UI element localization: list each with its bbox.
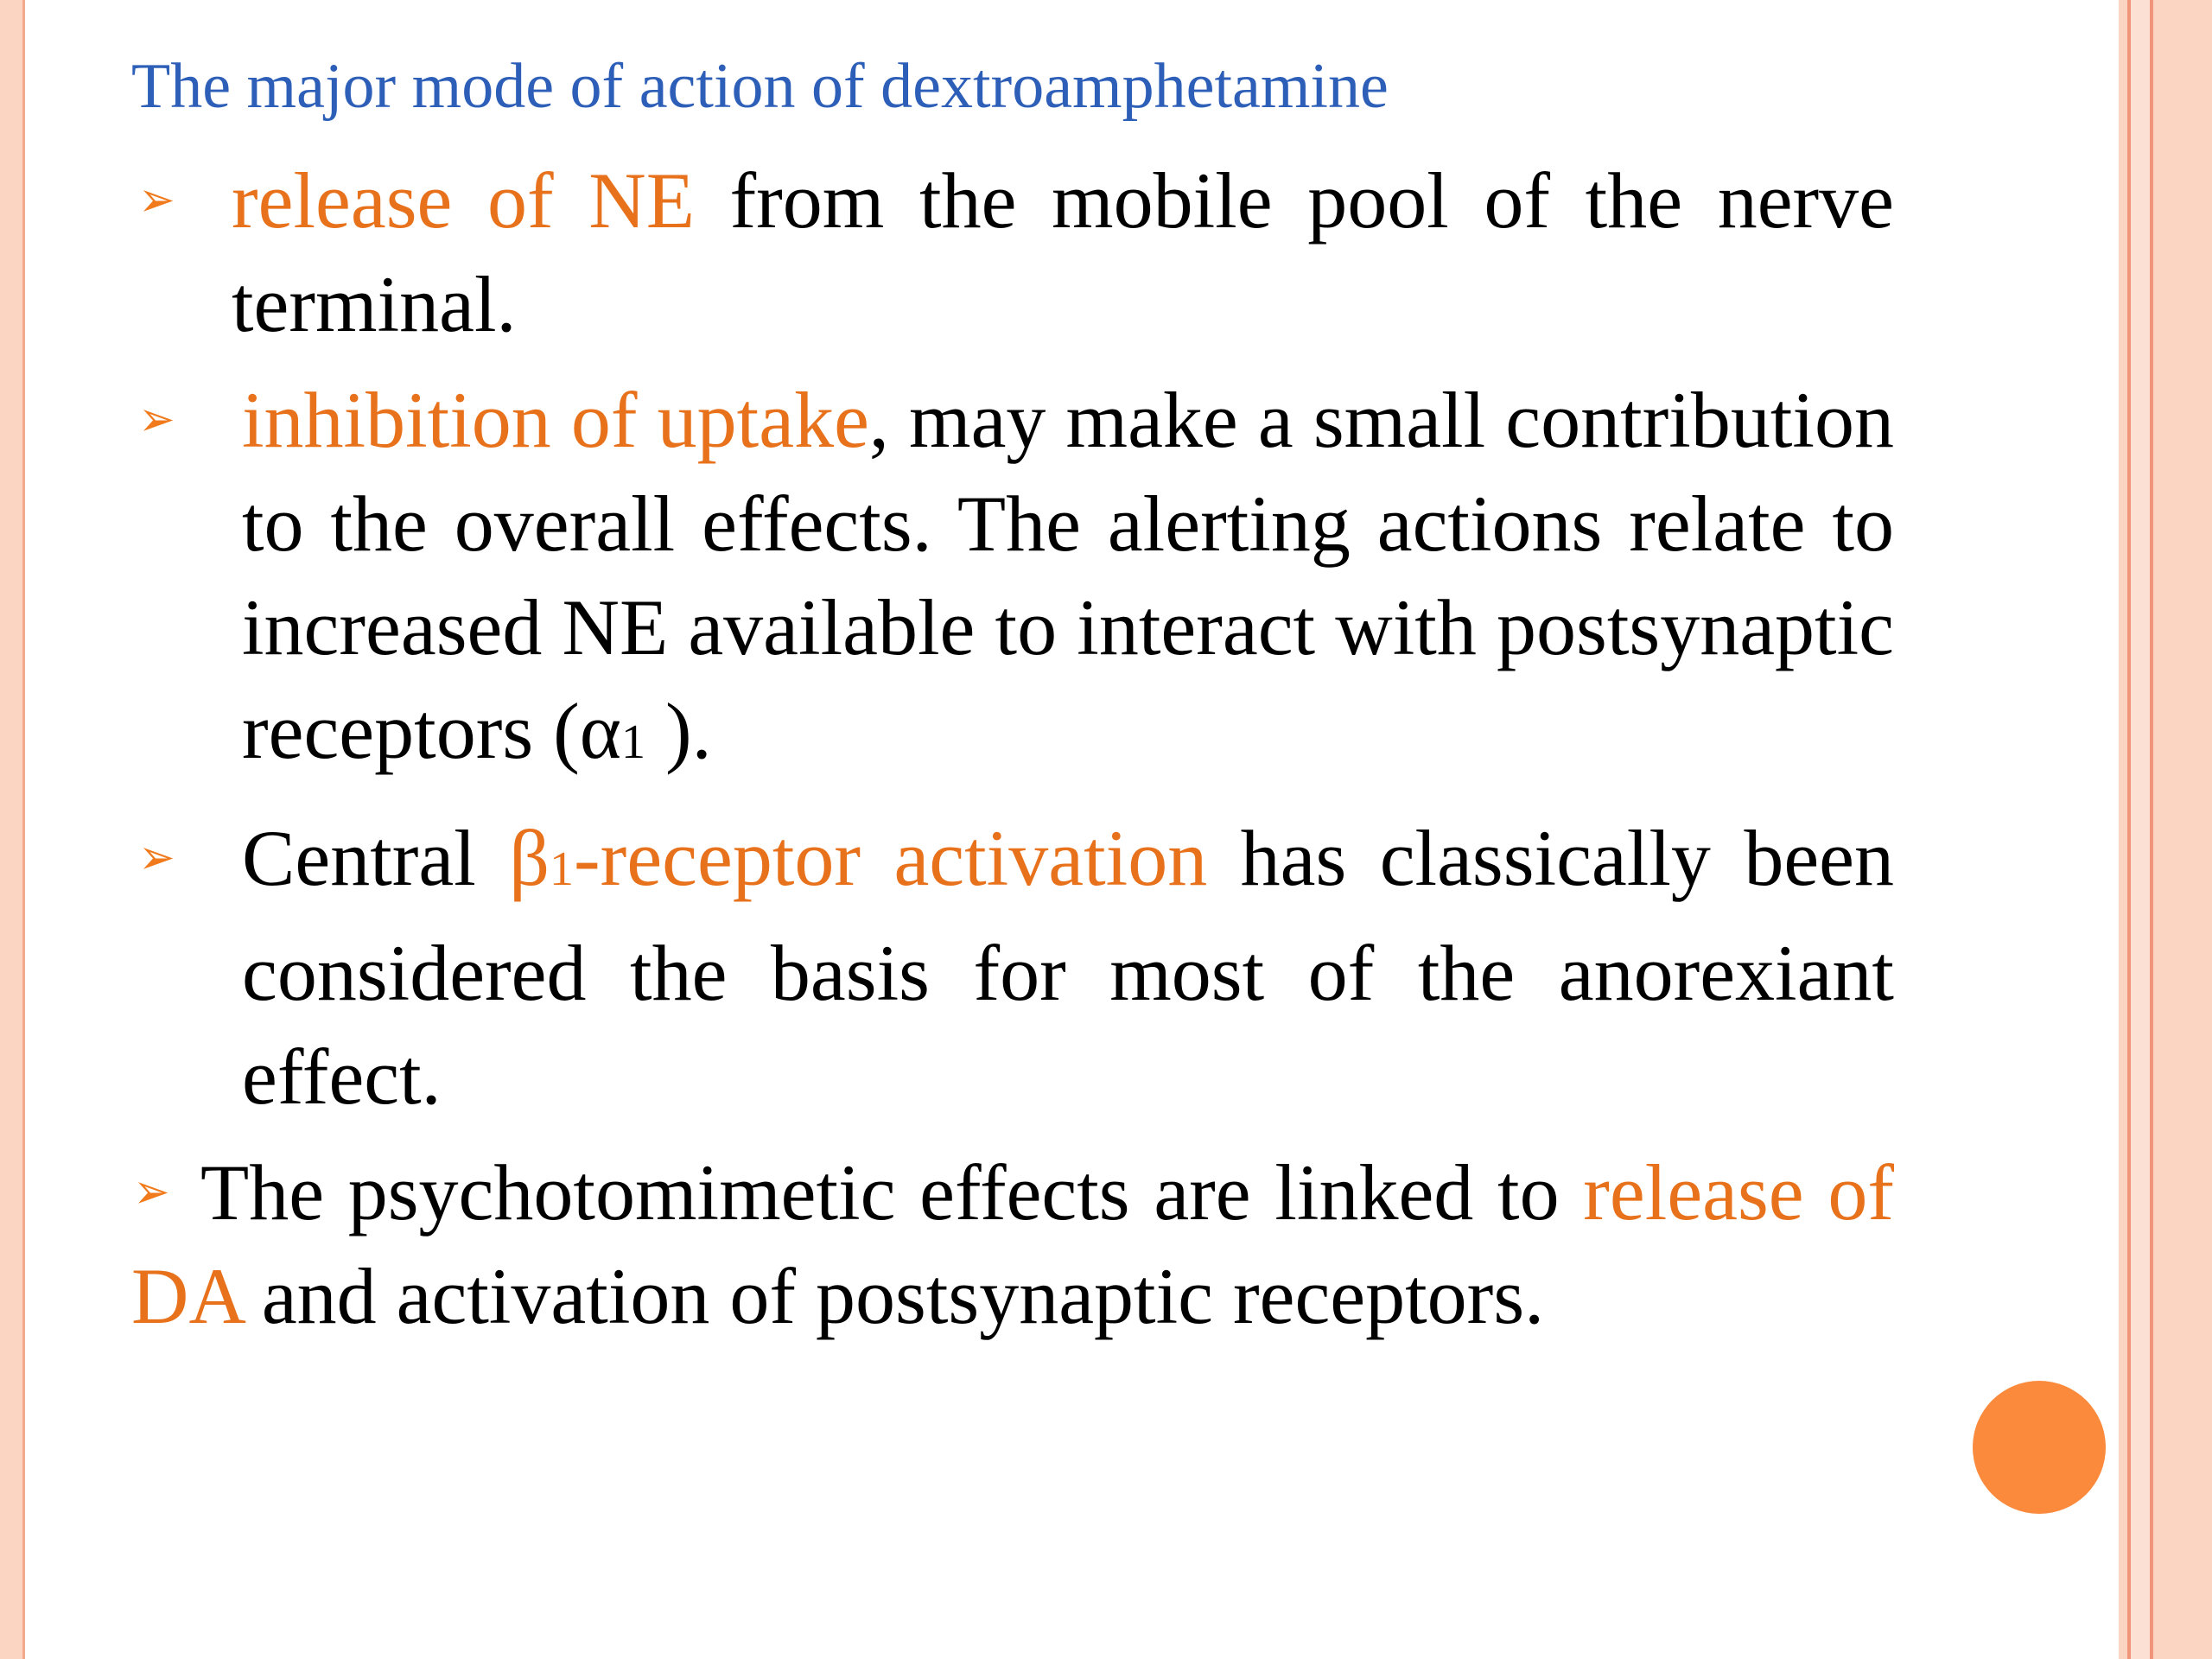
highlight-text: release of DA xyxy=(131,1148,1894,1340)
arrow-bullet-icon: ➢ xyxy=(138,174,175,227)
body-text: ). xyxy=(645,687,712,775)
arrow-bullet-icon: ➢ xyxy=(138,393,175,447)
right-border-band xyxy=(2131,0,2150,1659)
arrow-bullet-icon: ➢ xyxy=(138,831,175,885)
left-border-decoration xyxy=(0,0,25,1659)
bullet-item xyxy=(131,368,1894,794)
body-text: Central xyxy=(242,814,510,902)
highlight-text: release of NE xyxy=(232,156,695,245)
right-border-decoration xyxy=(2119,0,2127,1659)
body-text: The psychotomimetic effects are linked to xyxy=(200,1148,1584,1236)
decorative-circle xyxy=(1973,1381,2106,1514)
body-text: from the mobile pool of the nerve terminal. xyxy=(232,156,1895,348)
bullet-item xyxy=(131,806,1894,1128)
highlight-text: inhibition of uptake xyxy=(242,376,869,464)
subscript-text: 1 xyxy=(620,715,645,769)
bullet-item xyxy=(131,149,1894,356)
subscript-text: 1 xyxy=(550,842,575,896)
body-text: , may make a small contribution to the overall effects. The alerting actions relate to increased NE available to interact with postsynaptic receptors (α xyxy=(242,376,1894,775)
right-border-band xyxy=(2153,0,2212,1659)
slide-content xyxy=(131,149,1894,1348)
arrow-bullet-icon: ➢ xyxy=(133,1166,170,1219)
highlight-text: β1-receptor activation xyxy=(509,814,1208,902)
bullet-item xyxy=(131,1141,1894,1348)
slide-title: The major mode of action of dextroamphetamine xyxy=(131,51,1389,122)
body-text: and activation of postsynaptic receptors. xyxy=(241,1252,1545,1340)
body-text: has classically been considered the basis for most of the anorexiant effect. xyxy=(242,814,1894,1121)
